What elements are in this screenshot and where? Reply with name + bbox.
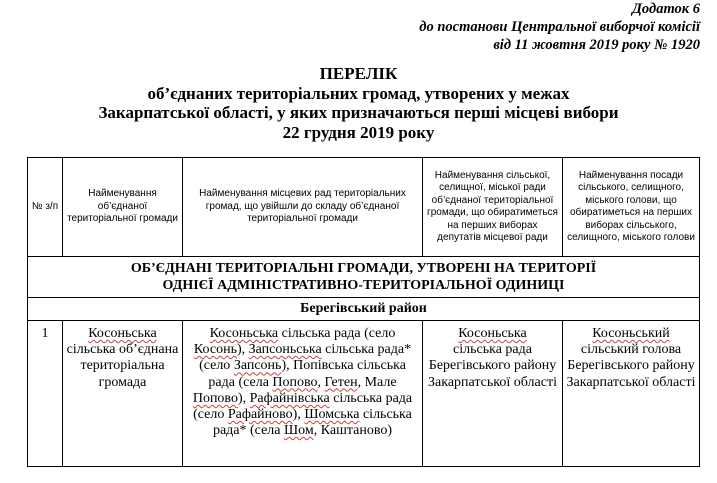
header-community: Найменування об’єднаної територіальної громади (63, 158, 183, 257)
title-line-2: об’єднаних територіальних громад, утворених у межах (147, 83, 570, 103)
council-text-8: сільська рада (село (193, 390, 413, 423)
council-text-11: , Каштаново) (313, 423, 393, 439)
council-shom: Шомська (304, 407, 360, 423)
header-head-title: Найменування посади сільського, селищного, міського голови, що обиратиметься на перших виборах сільського, селищного, міського голови (563, 158, 700, 257)
council-raf: Рафайнівська (249, 390, 330, 406)
council-text-4: ), Попівська сільська рада (села (208, 358, 406, 390)
village-get: Гетен (324, 374, 358, 390)
header-council-name: Найменування сільської, селищної, міської ради об’єднаної територіальної громади, що обиратиметься на перших виборах депутатів місцевої ради (423, 158, 563, 257)
communities-table (27, 157, 700, 467)
header-num: № з/п (28, 158, 63, 257)
title-line-4: 22 грудня 2019 року (282, 122, 435, 142)
village-raf: Рафайново (227, 407, 293, 423)
head-title-rest: сільський голова Берегівського району Закарпатської області (566, 342, 696, 390)
village-pop: Попово (272, 374, 318, 390)
village-zap: Запсонь (233, 358, 282, 374)
council-text-1: сільська рада (село (278, 326, 396, 341)
document-title (0, 64, 717, 142)
council-kos: Косоньська (209, 326, 279, 341)
row-councils (183, 321, 423, 467)
header-councils: Найменування місцевих рад територіальних громад, що увійшли до складу об’єднаної територіальної громади (183, 158, 423, 257)
title-line-1: ПЕРЕЛІК (319, 64, 398, 83)
council-text-5: , (317, 374, 325, 390)
annex-line-2: до постанови Центральної виборчої комісії (419, 19, 700, 35)
council-zap: Запсоньська (248, 342, 322, 358)
community-name: Косоньська (88, 326, 157, 341)
annex-header (300, 0, 700, 54)
council-text-6: , Мале (357, 374, 397, 390)
section-line-2: ОДНІЄЇ АДМІНІСТРАТИВНО-ТЕРИТОРІАЛЬНОЇ ОДИНИЦІ (162, 278, 565, 293)
council-text-2: ), (236, 342, 249, 358)
table-district-row (28, 298, 700, 321)
council-name: Косоньська (458, 326, 527, 341)
section-line-1: ОБ’ЄДНАНІ ТЕРИТОРІАЛЬНІ ГРОМАДИ, УТВОРЕНІ НА ТЕРИТОРІЇ (130, 261, 597, 276)
title-line-3: Закарпатської області, у яких призначаються перші місцеві вибори (98, 103, 619, 122)
row-community (63, 321, 183, 467)
council-text-7: ), (237, 390, 250, 406)
council-text-10: сільська рада* (села (212, 407, 412, 439)
council-text-9: ), (292, 407, 305, 423)
head-name: Косоньський (592, 326, 670, 341)
annex-line-1: Додаток 6 (632, 1, 700, 17)
village-pop2: Попово (192, 390, 238, 406)
row-council-name (423, 321, 563, 467)
row-head-title (563, 321, 700, 467)
annex-line-3: від 11 жовтня 2019 року № 1920 (493, 37, 700, 53)
district-heading: Берегівський район (28, 298, 700, 321)
council-text-3: сільська рада* (село (199, 342, 412, 374)
table-header-row (28, 158, 700, 257)
table-section-row (28, 257, 700, 298)
village-kos: Косонь (193, 342, 237, 358)
row-number: 1 (28, 321, 63, 467)
council-name-rest: сільська рада Берегівського району Закарпатської області (428, 342, 557, 390)
village-shom: Шом (283, 423, 314, 439)
community-type: сільська об’єднана територіальна громада (66, 342, 179, 390)
table-row (28, 321, 700, 467)
section-heading (28, 257, 700, 298)
